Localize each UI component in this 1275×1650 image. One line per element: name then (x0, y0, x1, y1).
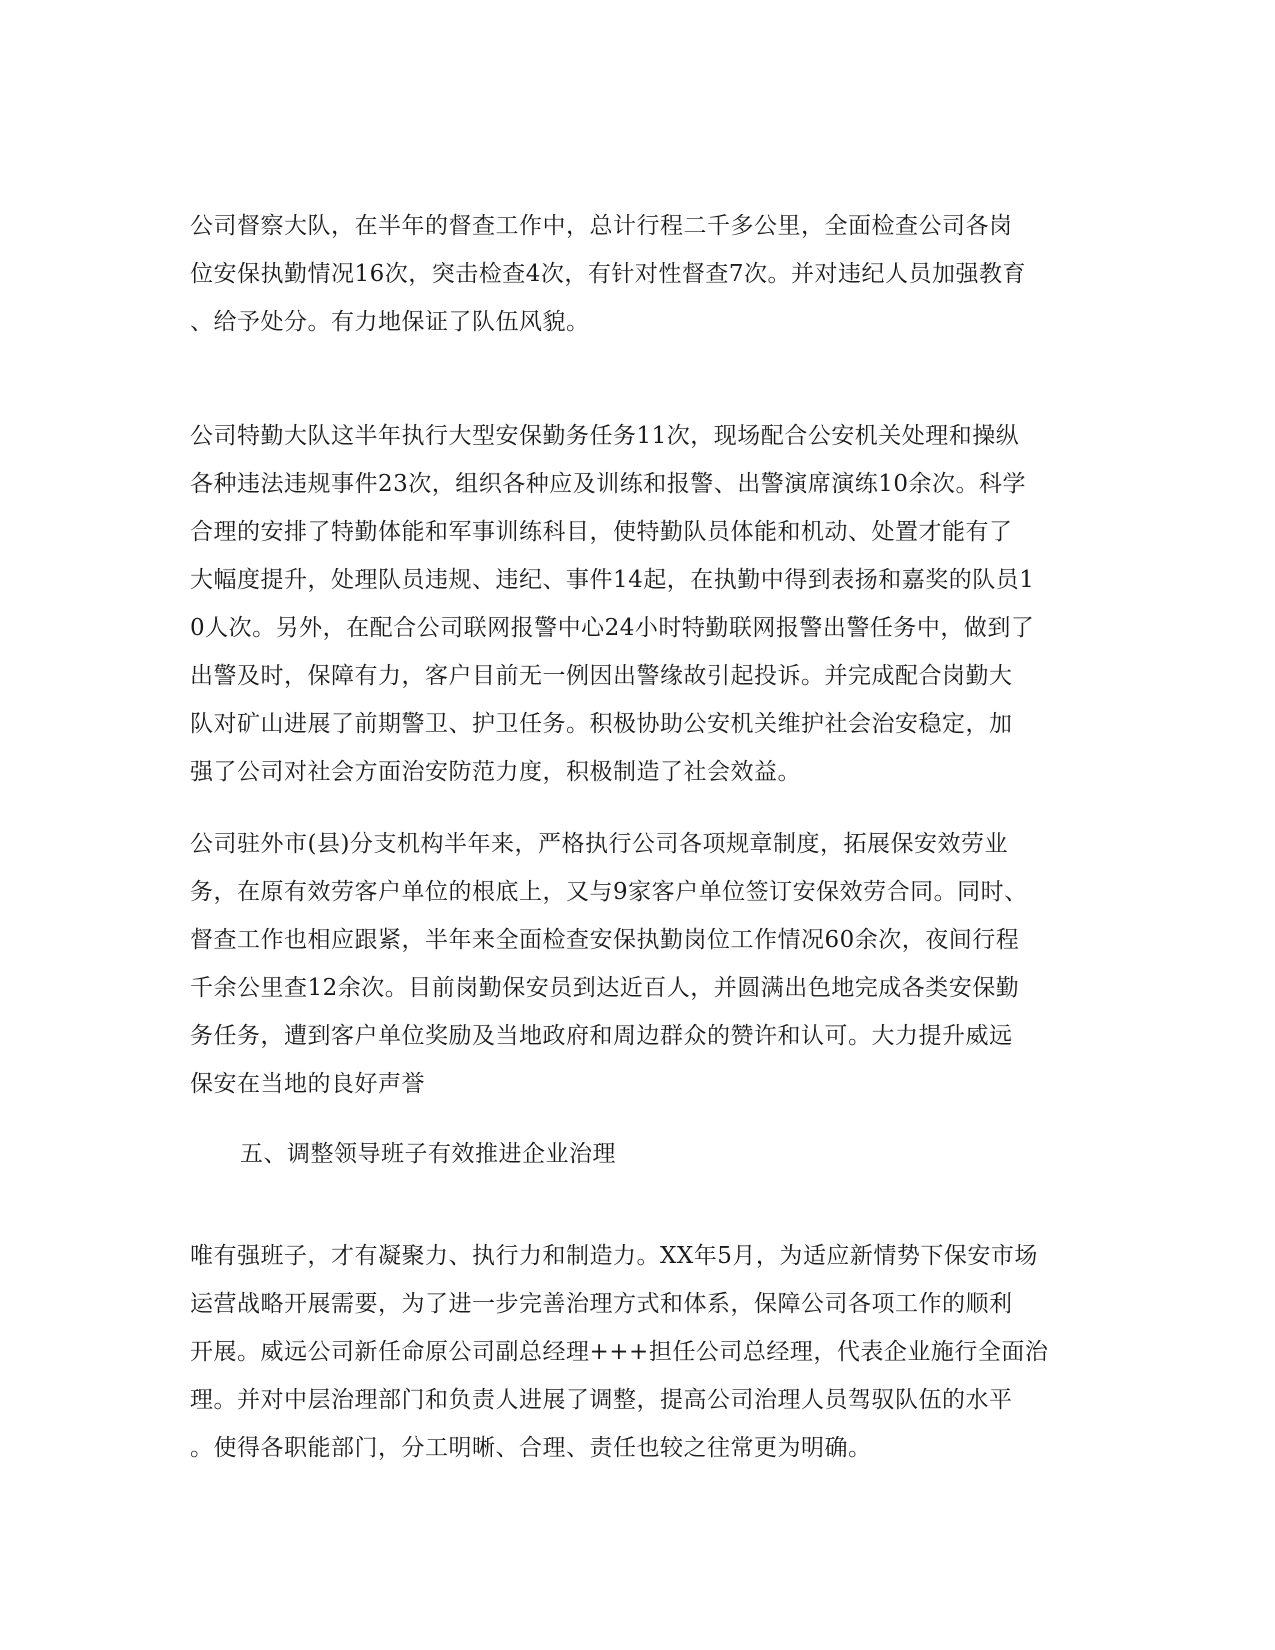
paragraph-line: 、给予处分。有力地保证了队伍风貌。 (190, 309, 590, 335)
paragraph-line: 队对矿山进展了前期警卫、护卫任务。积极协助公安机关维护社会治安稳定，加 (190, 711, 1013, 737)
paragraph-line: 各种违法违规事件23次，组织各种应及训练和报警、出警演席演练10余次。科学 (190, 471, 1027, 497)
paragraph-line: 公司督察大队，在半年的督查工作中，总计行程二千多公里，全面检查公司各岗 (190, 213, 1013, 239)
paragraph-line: 公司驻外市(县)分支机构半年来，严格执行公司各项规章制度，拓展保安效劳业 (190, 831, 1008, 857)
section-heading (240, 1130, 1130, 1178)
paragraph-line: 出警及时，保障有力，客户目前无一例因出警缘故引起投诉。并完成配合岗勤大 (190, 663, 1013, 689)
paragraph-line: 合理的安排了特勤体能和军事训练科目，使特勤队员体能和机动、处置才能有了 (190, 519, 1013, 545)
paragraph-special-duty-team (190, 412, 1080, 796)
paragraph-line: 务，在原有效劳客户单位的根底上，又与9家客户单位签订安保效劳合同。同时、 (190, 879, 1028, 905)
paragraph-line: 理。并对中层治理部门和负责人进展了调整，提高公司治理人员驾驭队伍的水平 (190, 1387, 1013, 1413)
paragraph-inspection-team (190, 202, 1080, 346)
paragraph-line: 务任务，遭到客户单位奖励及当地政府和周边群众的赞许和认可。大力提升威远 (190, 1023, 1013, 1049)
paragraph-leadership-adjustment (190, 1232, 1080, 1472)
paragraph-line: 开展。威远公司新任命原公司副总经理+++担任公司总经理，代表企业施行全面治 (190, 1339, 1049, 1365)
paragraph-line: 运营战略开展需要，为了进一步完善治理方式和体系，保障公司各项工作的顺利 (190, 1291, 1013, 1317)
paragraph-line: 位安保执勤情况16次，突击检查4次，有针对性督查7次。并对违纪人员加强教育 (190, 261, 1027, 287)
paragraph-line: 。使得各职能部门，分工明晰、合理、责任也较之往常更为明确。 (190, 1435, 872, 1461)
paragraph-line: 督查工作也相应跟紧，半年来全面检查安保执勤岗位工作情况60余次，夜间行程 (190, 927, 1020, 953)
paragraph-line: 大幅度提升，处理队员违规、违纪、事件14起，在执勤中得到表扬和嘉奖的队员1 (190, 567, 1035, 593)
paragraph-branch-offices (190, 820, 1080, 1108)
paragraph-line: 唯有强班子，才有凝聚力、执行力和制造力。XX年5月，为适应新情势下保安市场 (190, 1243, 1038, 1269)
paragraph-line: 保安在当地的良好声誉 (190, 1071, 425, 1097)
paragraph-line: 公司特勤大队这半年执行大型安保勤务任务11次，现场配合公安机关处理和操纵 (190, 423, 1020, 449)
paragraph-line: 0人次。另外，在配合公司联网报警中心24小时特勤联网报警出警任务中，做到了 (190, 615, 1035, 641)
section-heading-text: 五、调整领导班子有效推进企业治理 (240, 1141, 616, 1167)
paragraph-line: 强了公司对社会方面治安防范力度，积极制造了社会效益。 (190, 759, 801, 785)
paragraph-line: 千余公里查12余次。目前岗勤保安员到达近百人，并圆满出色地完成各类安保勤 (190, 975, 1020, 1001)
